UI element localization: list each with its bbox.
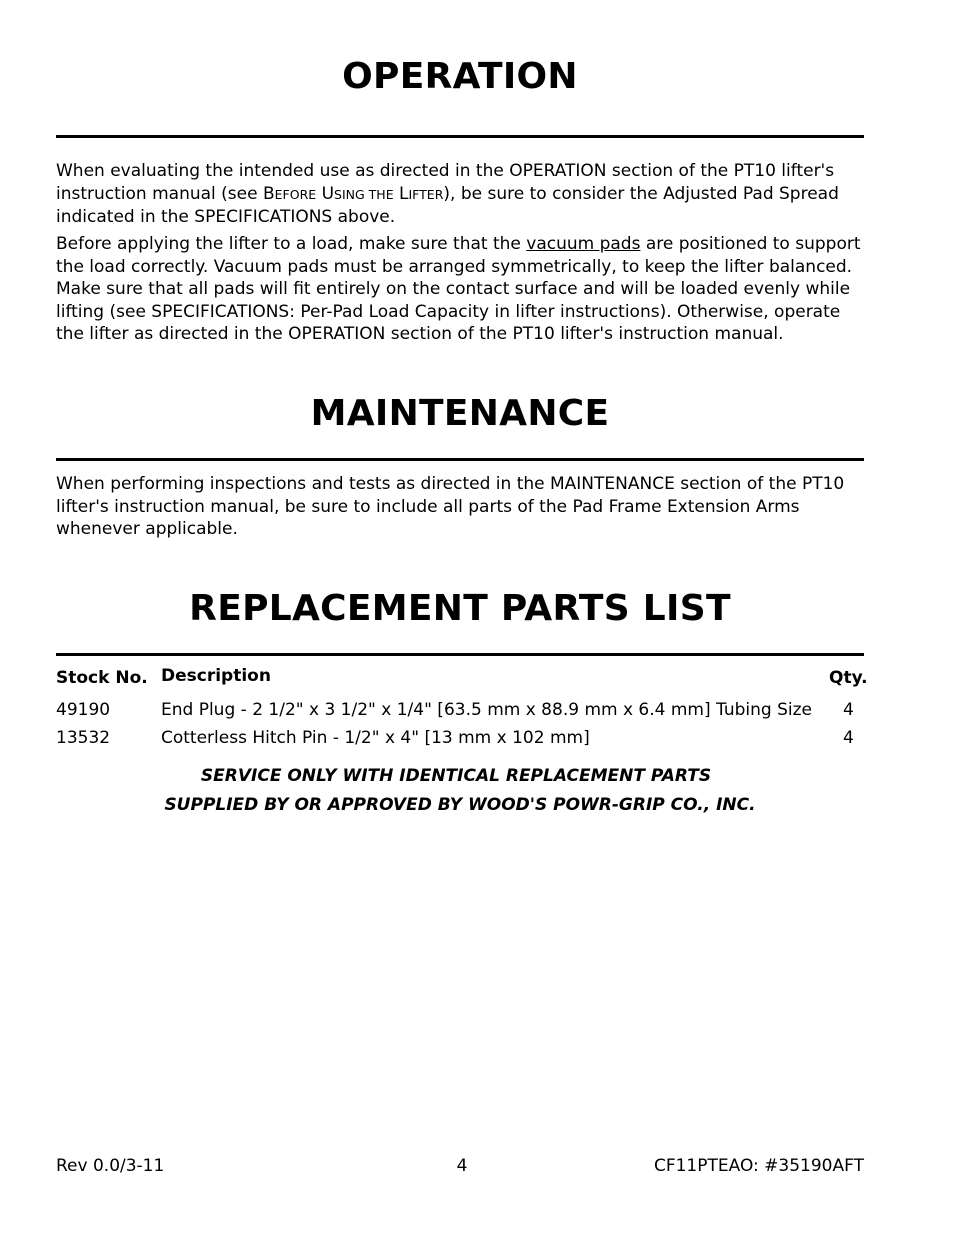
text: When evaluating the intended use as directed in the OPERATION section of the PT10 lifter's instruction manual (see bbox=[56, 161, 835, 204]
text: ), be sure to consider the Adjusted Pad Spread indicated in the SPECIFICATIONS above. bbox=[56, 183, 839, 227]
divider bbox=[56, 458, 864, 461]
parts-list-heading: REPLACEMENT PARTS LIST bbox=[189, 588, 731, 629]
ref-smallcaps: EFORE bbox=[274, 186, 317, 202]
maintenance-paragraph: When performing inspections and tests as directed in the MAINTENANCE section of the PT10 lifter's instruction manual, be sure to include all parts of the Pad Frame Extension Arms whenever applicable. bbox=[56, 474, 845, 539]
operation-paragraph-2 bbox=[56, 233, 864, 346]
ref-smallcaps: SING THE bbox=[334, 186, 394, 202]
text: Before applying the lifter to a load, make sure that the bbox=[56, 234, 527, 254]
part-description: Cotterless Hitch Pin - 1/2" x 4" [13 mm x 102 mm] bbox=[161, 728, 590, 748]
ref-letter: L bbox=[399, 183, 409, 204]
divider bbox=[56, 135, 864, 138]
footer-revision: Rev 0.0/3-11 bbox=[56, 1156, 165, 1176]
part-description: End Plug - 2 1/2" x 3 1/2" x 1/4" [63.5 mm x 88.9 mm x 6.4 mm] Tubing Size bbox=[161, 700, 812, 720]
footer-page-number: 4 bbox=[456, 1156, 468, 1176]
operation-heading: OPERATION bbox=[342, 56, 578, 97]
part-qty: 4 bbox=[843, 700, 854, 720]
stock-number: 13532 bbox=[56, 728, 111, 748]
part-qty: 4 bbox=[843, 728, 854, 748]
ref-letter: B bbox=[262, 183, 275, 204]
ref-before-using-the-lifter bbox=[263, 184, 443, 204]
operation-paragraph-1 bbox=[56, 160, 864, 229]
ref-smallcaps: IFTER bbox=[408, 186, 444, 202]
table-row bbox=[56, 728, 868, 752]
column-header-description: Description bbox=[161, 666, 271, 686]
service-notice-line-1: SERVICE ONLY WITH IDENTICAL REPLACEMENT PARTS bbox=[200, 766, 712, 786]
text: are positioned to support the load correctly. Vacuum pads must be arranged symmetrically, to keep the lifter balanced. Make sure that all pads will fit entirely on the contact surface and will be loaded evenly while lifting (see SPECIFICATIONS: Per-Pad Load Capacity in lifter instructions). Otherwise, operate the lifter as directed in the OPERATION section of the PT10 lifter's instruction manual. bbox=[56, 234, 861, 344]
maintenance-heading: MAINTENANCE bbox=[310, 393, 610, 434]
vacuum-pads-link[interactable]: vacuum pads bbox=[526, 234, 641, 254]
service-notice-line-2: SUPPLIED BY OR APPROVED BY WOOD'S POWR-GRIP CO., INC. bbox=[164, 795, 756, 815]
column-header-qty: Qty. bbox=[829, 668, 868, 688]
column-header-stock: Stock No. bbox=[56, 668, 148, 688]
divider bbox=[56, 653, 864, 656]
table-row bbox=[56, 700, 868, 724]
footer-doc-id: CF11PTEAO: #35190AFT bbox=[653, 1156, 864, 1176]
stock-number: 49190 bbox=[56, 700, 111, 720]
ref-letter: U bbox=[321, 183, 335, 204]
